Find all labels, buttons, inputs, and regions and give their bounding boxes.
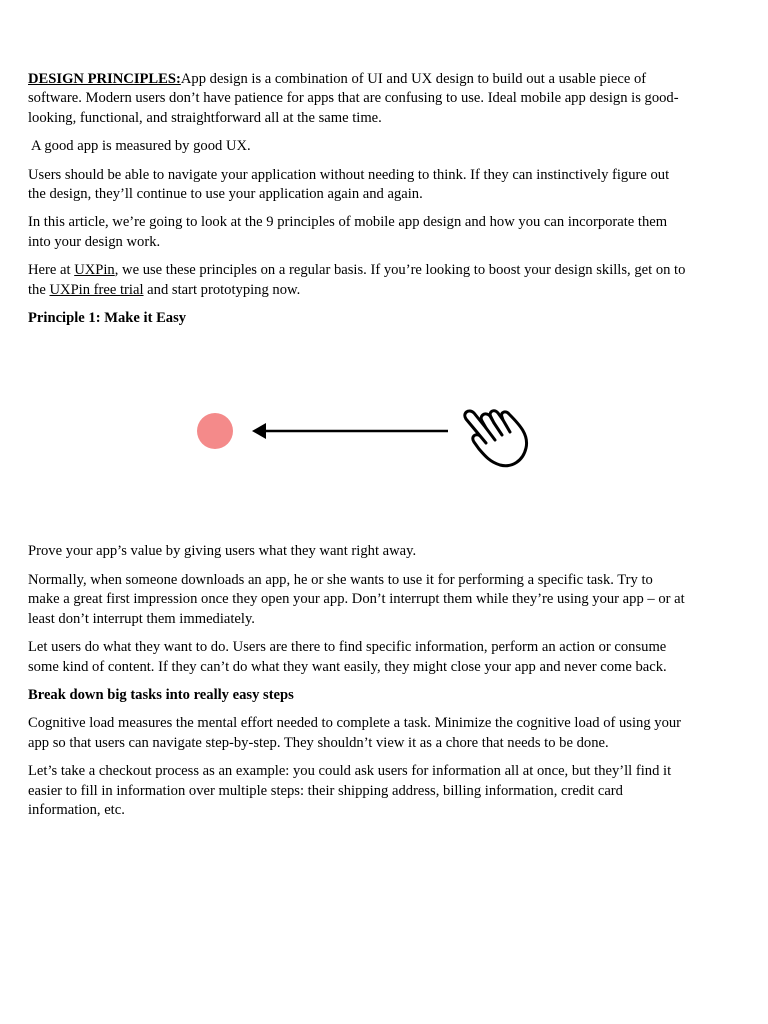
intro-paragraph [28,70,688,128]
let-users-paragraph: Let users do what they want to do. Users are there to find specific information, perform an action or consume some kind of content. If they can’t do what they want easily, they might close your app and never come back. [28,639,667,675]
checkout-paragraph: Let’s take a checkout process as an example: you could ask users for information all at once, but they’ll find it easier to fill in information over multiple steps: their shipping address, billing information, credit card information, etc. [28,763,672,818]
normally-paragraph: Normally, when someone downloads an app, he or she wants to use it for performing a specific task. Try to make a great first impression once they open your app. Don’t interrupt them while they’re using your app – or at least don’t interrupt them immediately. [28,571,685,627]
swipe-illustration-svg [28,337,688,542]
measured-paragraph: A good app is measured by good UX. [31,138,251,155]
uxpin-mid-text: , we use these principles on a regular basis. If you’re looking to boost your design skills, get on to the [28,262,686,298]
principle-1-title: Principle 1: Make it Easy [28,310,187,327]
article-paragraph: In this article, we’re going to look at the 9 principles of mobile app design and how you can incorporate them into your design work. [28,214,668,250]
uxpin-link[interactable]: UXPin [74,262,115,279]
uxpin-paragraph [28,261,688,300]
document-page [28,70,688,829]
arrow-head-icon [252,423,266,439]
intro-text: App design is a combination of UI and UX design to build out a usable piece of software. Modern users don’t have patience for apps that are confusing to use. Ideal mobile app design is good-looking, functional, and straightforward all at the same time. [28,71,679,126]
design-principles-heading: DESIGN PRINCIPLES: [28,71,181,87]
swipe-illustration [28,337,688,542]
break-down-subheading: Break down big tasks into really easy steps [28,686,294,703]
uxpin-post-text: and start prototyping now. [143,281,301,298]
target-dot-icon [197,413,233,449]
cognitive-paragraph: Cognitive load measures the mental effort needed to complete a task. Minimize the cognitive load of using your app so that users can navigate step-by-step. They shouldn’t view it as a chore that needs to be done. [28,715,682,751]
navigate-paragraph: Users should be able to navigate your application without needing to think. If they can instinctively figure out the design, they’ll continue to use your application again and again. [28,166,670,203]
pointing-hand-icon [465,411,527,466]
uxpin-free-trial-link[interactable]: UXPin free trial [49,281,144,298]
prove-paragraph: Prove your app’s value by giving users what they want right away. [28,543,417,560]
uxpin-pre-text: Here at [28,262,75,279]
